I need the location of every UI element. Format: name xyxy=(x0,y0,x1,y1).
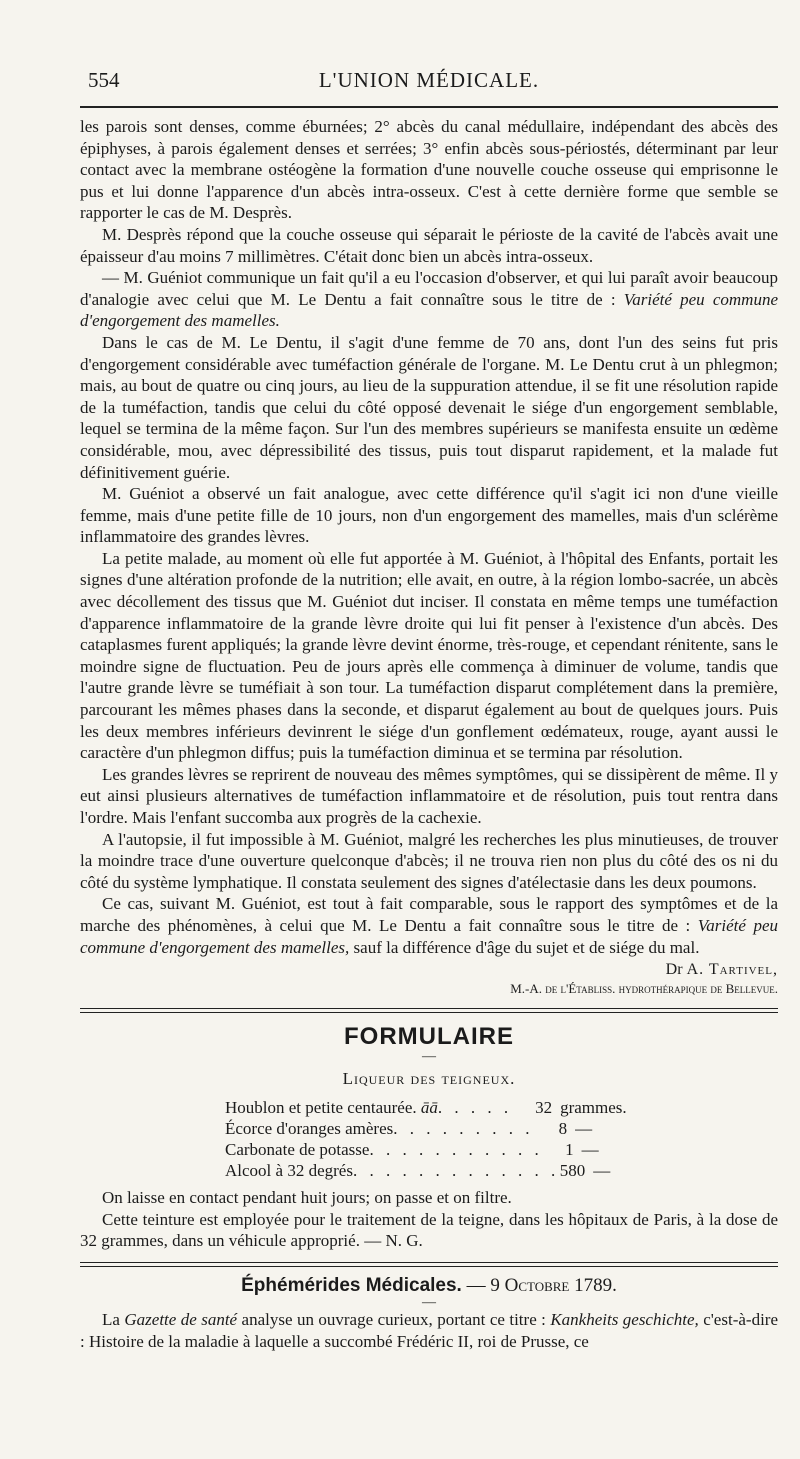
eph-book-title: Kankheits geschichte, xyxy=(550,1309,699,1329)
ephemerides-body xyxy=(80,1309,778,1352)
ingredient-qty: 580 xyxy=(559,1161,586,1181)
ingredient-unit: — xyxy=(593,1161,611,1181)
formulaire-section xyxy=(80,1023,778,1252)
ingredient-qty: 8 xyxy=(558,1119,568,1139)
paragraph-1: les parois sont denses, comme éburnées; 2° abcès du canal médullaire, indépendant des abcès des épiphyses, à parois également denses et serrées; 3° enfin abcès sous-périostés, déterminant par leur contact avec la membrane ostéogène la formation d'une nouvelle couche osseuse qui emprisonne le pus et lui donne l'apparence d'un abcès intra-osseux. C'est à cette dernière forme que semble se rapporter le cas de M. Desprès. xyxy=(80,117,778,223)
paragraph-8: A l'autopsie, il fut impossible à M. Guéniot, malgré les recherches les plus minutieuses, de trouver la moindre trace d'une ouverture quelconque d'abcès; il ne trouva rien non plus du côté des os ni du côté du système lymphatique. Il constata seulement des signes d'atélectasie dans les deux poumons. xyxy=(80,829,778,892)
paragraph-7: Les grandes lèvres se reprirent de nouveau des mêmes symptômes, qui se dissipèrent de même. Il y eut ainsi plusieurs alternatives de tuméfaction inflammatoire et de résolution, puis tout rentra dans l'ordre. Mais l'enfant succomba aux progrès de la cachexie. xyxy=(80,764,778,827)
ingredient-unit: grammes. xyxy=(560,1098,627,1118)
author-affiliation: M.-A. de l'Établiss. hydrothérapique de Bellevue. xyxy=(510,981,778,997)
formulaire-dash: — xyxy=(422,1049,436,1065)
ingredient-row xyxy=(225,1097,655,1118)
ephemerides-date: — 9 Octobre 1789. xyxy=(466,1274,617,1296)
section-divider xyxy=(80,1262,778,1267)
paragraph-2: M. Desprès répond que la couche osseuse qui séparait le périoste de la cavité de l'abcès avait une épaisseur d'au moins 7 millimètres. C'était donc bien un abcès intra-osseux. xyxy=(80,224,778,266)
ingredient-name: Écorce d'oranges amères xyxy=(225,1119,394,1139)
ingredient-name: Carbonate de potasse xyxy=(225,1140,370,1160)
ingredient-dots: . . . . . xyxy=(437,1098,513,1118)
eph-text-mid: analyse un ouvrage curieux, portant ce titre : xyxy=(237,1309,551,1329)
ingredient-name: Alcool à 32 degrés xyxy=(225,1161,353,1181)
paragraph-5: M. Guéniot a observé un fait analogue, avec cette différence qu'il s'agit ici non d'une vieille femme, mais d'une petite fille de 10 jours, non d'un engorgement des mamelles, mais d'un sclérème inflammatoire des grandes lèvres. xyxy=(80,484,778,547)
formulaire-title: FORMULAIRE xyxy=(344,1023,514,1051)
paragraph-9 xyxy=(80,893,778,958)
ephemerides-heading xyxy=(80,1275,778,1297)
signature-prefix: Dr xyxy=(665,961,683,979)
signature-name: A. Tartivel, xyxy=(686,961,778,979)
ingredient-name xyxy=(225,1097,438,1118)
ingredient-unit: — xyxy=(575,1119,593,1139)
ingredient-dots: . . . . . . . . . xyxy=(393,1119,534,1139)
ingredient-name-text: Houblon et petite centaurée. xyxy=(225,1098,421,1118)
running-head xyxy=(80,68,778,106)
ingredient-dots: . . . . . . . . . . . xyxy=(369,1140,543,1160)
ingredient-list xyxy=(225,1097,655,1181)
ephemerides-paragraph xyxy=(80,1309,778,1352)
ingredient-row xyxy=(225,1139,655,1160)
formulaire-instruction: On laisse en contact pendant huit jours; on passe et on filtre. xyxy=(102,1188,512,1208)
ingredient-dots: . . . . . . . . . . . . . xyxy=(352,1161,560,1181)
ephemerides-section xyxy=(80,1275,778,1352)
ephemerides-dash: — xyxy=(422,1294,436,1310)
paragraph-9-title: Variété peu commune d'engorgement des mamelles, xyxy=(80,915,778,957)
recipe-title: Liqueur des teigneux. xyxy=(342,1069,516,1089)
ephemerides-title: Éphémérides Médicales. xyxy=(241,1274,462,1296)
eph-gazette: Gazette de santé xyxy=(124,1309,238,1329)
paragraph-3-title: Variété peu commune d'engorgement des mamelles. xyxy=(80,289,779,331)
paragraph-9-text: Ce cas, suivant M. Guéniot, est tout à fait comparable, sous le rapport des symptômes et de la marche des phénomènes, à celui que M. Le Dentu a fait connaître sous le titre de : xyxy=(80,894,778,935)
ingredient-row xyxy=(225,1118,655,1139)
eph-text-end: c'est-à-dire : Histoire de la maladie à laquelle a succombé Frédéric II, roi de Prusse, ce xyxy=(80,1309,778,1351)
ingredient-unit: — xyxy=(581,1140,599,1160)
header-rule xyxy=(80,106,778,108)
paragraph-4: Dans le cas de M. Le Dentu, il s'agit d'une femme de 70 ans, dont l'un des seins fut pris d'engorgement considérable avec tuméfaction générale de l'organe. M. Le Dentu crut à un phlegmon; mais, au bout de quatre ou cinq jours, au lieu de la suppuration attendue, il se fit une résolution rapide de la tuméfaction, tandis que celui du côté opposé devenait le siége d'un engorgement semblable, lequel se termina de la même façon. Sur l'un des membres supérieurs se manifesta ensuite un œdème considérable, mou, avec dépressibilité des tissus, puis tout disparut rapidement, et la malade fut définitivement guérie. xyxy=(80,332,778,482)
signature xyxy=(80,960,778,980)
paragraph-3 xyxy=(80,267,778,332)
section-divider xyxy=(80,1008,778,1013)
eph-text-start: La xyxy=(102,1309,125,1329)
paragraph-3-text: — M. Guéniot communique un fait qu'il a eu l'occasion d'observer, et qui lui paraît avoir beaucoup d'analogie avec celui que M. Le Dentu a fait connaître sous le titre de : xyxy=(80,268,778,309)
paragraph-9-end: sauf la différence d'âge du sujet et de siége du mal. xyxy=(349,937,700,957)
paragraph-6: La petite malade, au moment où elle fut apportée à M. Guéniot, à l'hôpital des Enfants, portait les signes d'une altération profonde de la nutrition; elle avait, en outre, à la région lombo-sacrée, un abcès avec décollement des tissus que M. Guéniot dut inciser. Il constata en même temps une tuméfaction d'apparence inflammatoire de la grande lèvre droite qui lui fit penser à l'existence d'un abcès. Des cataplasmes furent appliqués; la grande lèvre devint énorme, très-rouge, et cependant rénitente, sans le moindre signe de fluctuation. Peu de jours après elle commença à diminuer de volume, tandis que l'autre grande lèvre se tuméfiait à son tour. La tuméfaction disparut complétement dans la première, parcourant les mêmes phases dans la seconde, et disparut également au bout de quelques jours. Puis les deux membres inférieurs devinrent le siége d'un gonflement œdémateux, rouge, ayant aussi le caractère d'un phlegmon diffus; puis la tuméfaction diminua et se termina par résolution. xyxy=(80,548,778,763)
formulaire-usage: Cette teinture est employée pour le traitement de la teigne, dans les hôpitaux de Paris, à la dose de 32 grammes, dans un véhicule approprié. — N. G. xyxy=(80,1209,778,1251)
page-number: 554 xyxy=(88,68,120,92)
ingredient-qty: 1 xyxy=(565,1140,574,1160)
journal-title: L'UNION MÉDICALE. xyxy=(318,68,540,92)
page xyxy=(0,68,800,1459)
ingredient-qty: 32 xyxy=(535,1098,553,1118)
article-body xyxy=(80,116,778,998)
ingredient-row xyxy=(225,1160,655,1181)
formulaire-notes xyxy=(80,1187,778,1252)
ingredient-abbr: āā xyxy=(420,1098,438,1118)
